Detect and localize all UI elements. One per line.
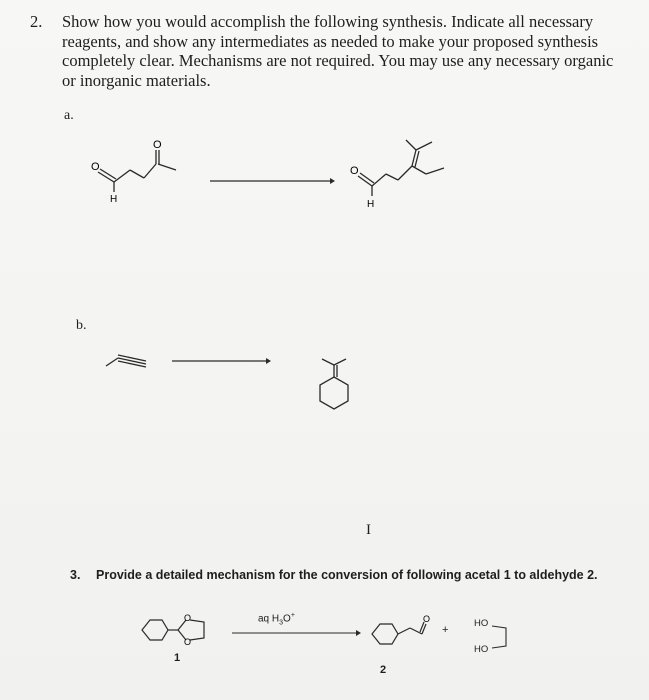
question-3-text: Provide a detailed mechanism for the conversion of following acetal 1 to aldehyde 2. (96, 568, 598, 582)
bond (130, 170, 144, 178)
part-a-product-structure (340, 130, 460, 215)
acetal-reaction-arrow (232, 628, 362, 638)
part-b-reaction-arrow (172, 356, 272, 366)
diol-bonds (490, 620, 514, 654)
atom-o: O (423, 614, 431, 624)
atom-o2: O (153, 139, 162, 151)
bond (114, 170, 130, 182)
part-a-reaction-arrow (210, 176, 335, 186)
question-3-number: 3. (70, 568, 81, 582)
atom-h: H (110, 194, 118, 205)
atom-o1: O (91, 161, 100, 173)
question-2-number: 2. (30, 12, 43, 31)
diol-ho-top: HO (474, 618, 489, 629)
atom-h: H (367, 199, 375, 210)
bond (158, 164, 176, 170)
stray-mark: I (366, 522, 371, 538)
atom-o1: O (184, 613, 192, 623)
question-2-text: Show how you would accomplish the following synthesis. Indicate all necessary reagents, and show any intermediates as needed to make your proposed synthesis completely clear. Mechanisms are not required. You may use any necessary organic or inorganic materials. (62, 12, 614, 90)
diol-ho-bottom: HO (474, 644, 489, 655)
atom-o2: O (184, 637, 192, 647)
question-3 (70, 568, 598, 582)
bond (144, 164, 156, 178)
reaction-reagent: aq $H_3O^+$ (258, 612, 295, 627)
aldehyde-compound-structure (368, 612, 438, 656)
part-b-product-structure (300, 345, 370, 415)
acetal-compound-structure (138, 608, 218, 656)
atom-o: O (350, 165, 359, 177)
compound-1-label: 1 (174, 652, 181, 664)
part-b-reactant-structure (104, 350, 154, 374)
part-a-label: a. (64, 108, 74, 123)
part-b-label: b. (76, 318, 87, 333)
plus-sign: + (442, 624, 449, 636)
part-a-reactant-structure (86, 130, 196, 210)
compound-2-label: 2 (380, 664, 387, 676)
